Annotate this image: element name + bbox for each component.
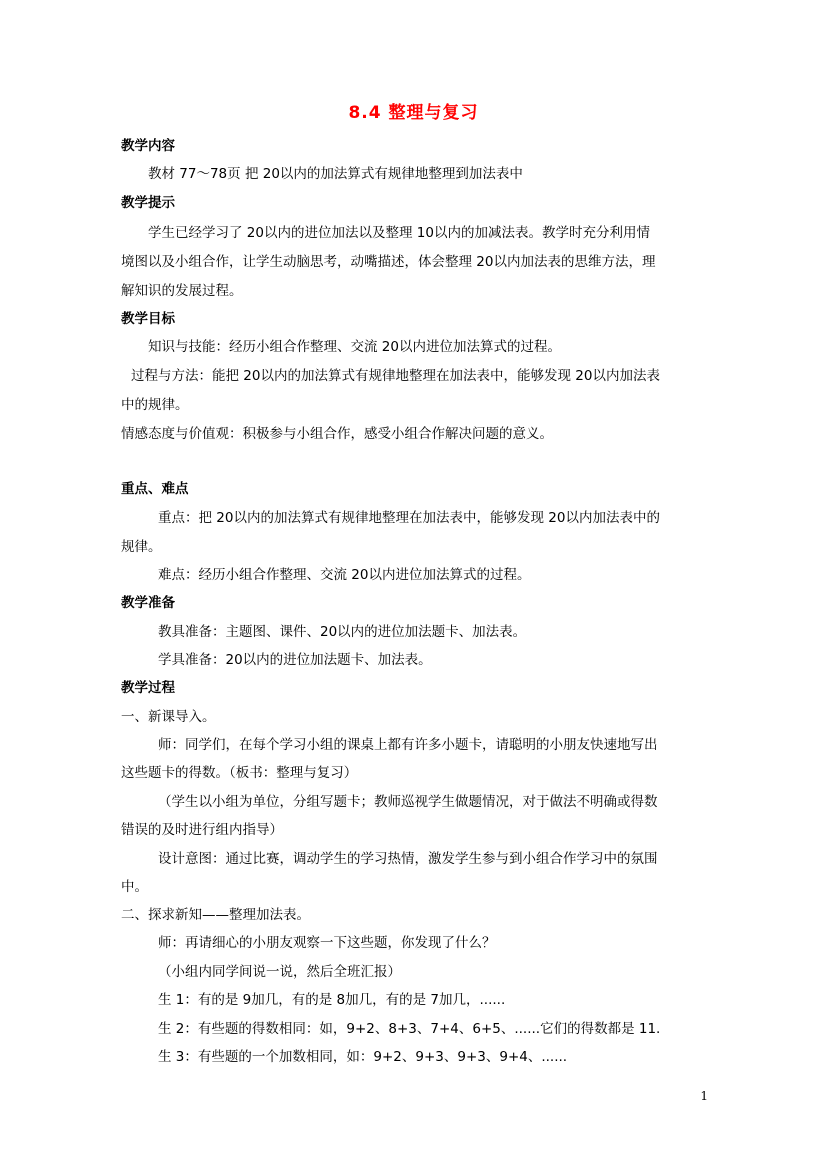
page-title: 8.4 整理与复习: [348, 103, 479, 123]
teaching-content-text: 教材 77～78页 把 20以内的加法算式有规律地整理到加法表中: [148, 166, 523, 182]
paragraph-teacher-2: 师：再请细心的小朋友观察一下这些题，你发现了什么？: [158, 935, 496, 951]
student-1-answer: 生 1：有的是 9加几，有的是 8加几，有的是 7加几，......: [158, 992, 506, 1008]
heading-teaching-goals: 教学目标: [121, 311, 175, 327]
prep-teacher: 教具准备：主题图、课件、20以内的进位加法题卡、加法表。: [158, 624, 527, 640]
key-point-line-2: 规律。: [121, 539, 162, 555]
heading-teaching-content: 教学内容: [121, 138, 175, 154]
paragraph-teacher-1-line-2: 这些题卡的得数。（板书：整理与复习）: [121, 765, 358, 781]
key-point-line-1: 重点：把 20以内的加法算式有规律地整理在加法表中，能够发现 20以内加法表中的: [158, 510, 660, 526]
heading-preparation: 教学准备: [121, 595, 175, 611]
goal-process-line-1: 过程与方法：能把 20以内的加法算式有规律地整理在加法表中，能够发现 20以内加法表: [131, 368, 660, 384]
section-explore: 二、探求新知——整理加法表。: [121, 907, 310, 923]
student-3-answer: 生 3：有些题的一个加数相同，如：9+2、9+3、9+3、9+4、......: [158, 1049, 568, 1065]
paragraph-design-line-1: 设计意图：通过比赛，调动学生的学习热情，激发学生参与到小组合作学习中的氛围: [158, 851, 658, 867]
difficulty-point: 难点：经历小组合作整理、交流 20以内进位加法算式的过程。: [158, 567, 531, 583]
tips-line-3: 解知识的发展过程。: [121, 283, 243, 299]
tips-line-1: 学生已经学习了 20以内的进位加法以及整理 10以内的加减法表。教学时充分利用情: [148, 225, 650, 241]
prep-student: 学具准备：20以内的进位加法题卡、加法表。: [158, 652, 432, 668]
paragraph-design-line-2: 中。: [121, 879, 148, 895]
goal-emotion: 情感态度与价值观：积极参与小组合作，感受小组合作解决问题的意义。: [121, 426, 553, 442]
student-2-answer: 生 2：有些题的得数相同：如，9+2、8+3、7+4、6+5、......它们的得数都是 11.: [158, 1021, 661, 1037]
heading-process: 教学过程: [121, 680, 175, 696]
goal-knowledge: 知识与技能：经历小组合作整理、交流 20以内进位加法算式的过程。: [148, 339, 561, 355]
goal-process-line-2: 中的规律。: [121, 397, 189, 413]
paragraph-group-report: （小组内同学间说一说，然后全班汇报）: [158, 964, 401, 980]
heading-key-points: 重点、难点: [121, 481, 189, 497]
section-intro: 一、新课导入。: [121, 709, 216, 725]
page-number: 1: [700, 1089, 708, 1103]
heading-teaching-tips: 教学提示: [121, 195, 175, 211]
tips-line-2: 境图以及小组合作，让学生动脑思考，动嘴描述，体会整理 20以内加法表的思维方法，理: [121, 254, 656, 270]
paragraph-students-line-1: （学生以小组为单位，分组写题卡；教师巡视学生做题情况，对于做法不明确或得数: [158, 794, 658, 810]
paragraph-teacher-1-line-1: 师：同学们，在每个学习小组的课桌上都有许多小题卡，请聪明的小朋友快速地写出: [158, 737, 658, 753]
paragraph-students-line-2: 错误的及时进行组内指导）: [121, 822, 283, 838]
